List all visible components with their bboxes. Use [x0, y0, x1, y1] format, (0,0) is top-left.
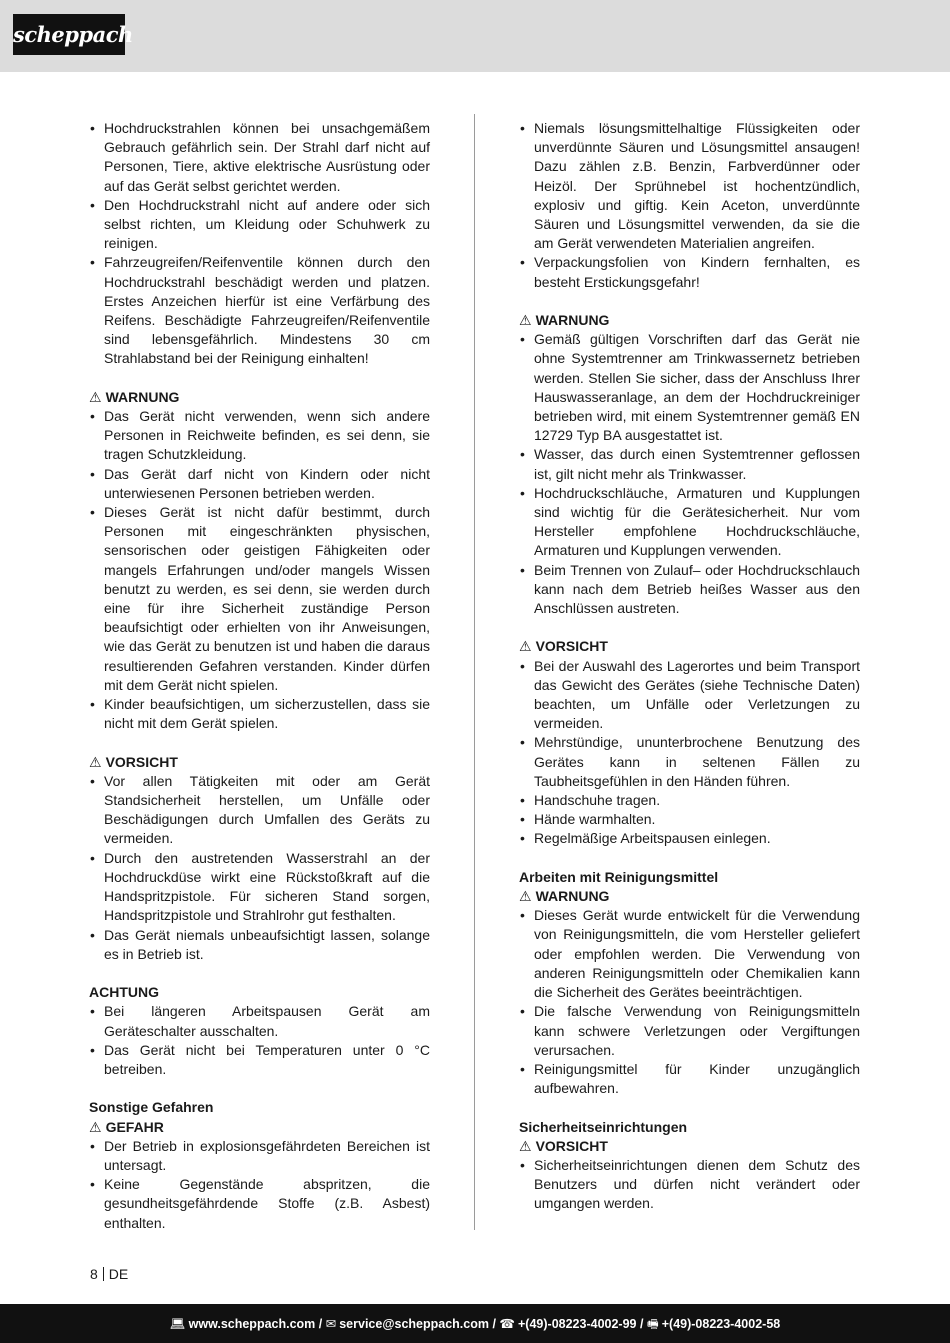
warning-triangle-icon: ⚠	[89, 753, 102, 770]
fax-icon: 🖷︎	[646, 1317, 659, 1331]
warning-list	[89, 407, 430, 733]
list-item: • Verpackungsfolien von Kindern fernhalten, es besteht Erstickungsgefahr!	[519, 253, 860, 291]
page-number	[90, 1265, 128, 1284]
attention-list	[89, 1002, 430, 1079]
list-item: • Dieses Gerät wurde entwickelt für die Verwendung von Reinigungsmitteln, die vom Hersteller geliefert oder empfohlen werden. Die Verwendung von anderen Reinigungsmitteln oder Chemikalien kann die Sicherheit des Gerätes beeinträchtigen.	[519, 906, 860, 1002]
scheppach-logo: scheppach	[13, 14, 125, 55]
page-language: DE	[108, 1266, 129, 1282]
list-item: • Die falsche Verwendung von Reinigungsmitteln kann schwere Verletzungen oder Vergiftungen verursachen.	[519, 1002, 860, 1060]
left-column	[89, 119, 430, 1233]
list-item: • Niemals lösungsmittelhaltige Flüssigkeiten oder unverdünnte Säuren und Lösungsmittel ansaugen! Dazu zählen z.B. Benzin, Farbverdünner oder Heizöl. Der Sprühnebel ist hochentzündlich, explosiv und giftig. Kein Aceton, unverdünnte Säuren und Lösungsmittel verwenden, da sie die am Gerät verwendeten Materialien angreifen.	[519, 119, 860, 253]
danger-heading: ⚠ GEFAHR	[89, 1118, 164, 1135]
caution-heading: ⚠ VORSICHT	[519, 638, 608, 655]
warning-triangle-icon: ⚠	[89, 388, 102, 405]
attention-heading: ACHTUNG	[89, 984, 159, 1001]
warning-heading: ⚠ WARNUNG	[519, 312, 610, 329]
header-bar	[0, 0, 950, 72]
list-item: • Fahrzeugreifen/Reifenventile können durch den Hochdruckstrahl beschädigt werden und platzen. Erstes Anzeichen hierfür ist eine Verfärbung des Reifens. Beschädigte Fahrzeugreifen/Reifenventile sind lebensgefährlich. Mindestens 30 cm Strahlabstand bei der Reinigung einhalten!	[89, 253, 430, 368]
page-number-value: 8	[90, 1266, 98, 1282]
footer-email-link[interactable]: service@scheppach.com /	[339, 1317, 496, 1331]
footer-phone: +(49)-08223-4002-99 /	[518, 1317, 644, 1331]
footer-web-link[interactable]: www.scheppach.com /	[188, 1317, 323, 1331]
phone-icon: ☎	[499, 1317, 515, 1331]
list-item: • Reinigungsmittel für Kinder unzugänglich aufbewahren.	[519, 1060, 860, 1098]
footer-contact	[0, 1315, 950, 1336]
list-item: • Handschuhe tragen.	[519, 791, 860, 810]
caution-heading: ⚠ VORSICHT	[89, 753, 178, 770]
warning-triangle-icon: ⚠	[519, 638, 532, 655]
warning-heading: ⚠ WARNUNG	[89, 388, 180, 405]
list-item: • Regelmäßige Arbeitspausen einlegen.	[519, 829, 860, 848]
list-item: • Bei längeren Arbeitspausen Gerät am Geräteschalter ausschalten.	[89, 1002, 430, 1040]
list-item: • Das Gerät nicht verwenden, wenn sich andere Personen in Reichweite befinden, es sei denn, sie tragen Schutzkleidung.	[89, 407, 430, 465]
right-column	[519, 119, 860, 1214]
list-item: • Dieses Gerät ist nicht dafür bestimmt, durch Personen mit eingeschränkten physischen, sensorischen oder geistigen Fähigkeiten oder mangels Erfahrungen und/oder mangels Wissen benutzt zu werden, es sei denn, sie werden durch eine für ihre Sicherheit zuständige Person beaufsichtigt oder erhielten von ihr Anweisungen, wie das Gerät zu benutzen ist und haben die daraus resultierenden Gefahren verstanden. Kinder dürfen mit dem Gerät nicht spielen.	[89, 503, 430, 695]
list-item: • Gemäß gültigen Vorschriften darf das Gerät nie ohne Systemtrenner am Trinkwassernetz betrieben werden. Stellen Sie sicher, dass der Anschluss Ihrer Hauswasseranlage, an dem der Hochdruckreiniger betrieben wird, mit einem Systemtrenner gemäß EN 12729 Typ BA ausgestattet ist.	[519, 330, 860, 445]
list-item: • Der Betrieb in explosionsgefährdeten Bereichen ist untersagt.	[89, 1137, 430, 1175]
cleaning-list	[519, 906, 860, 1098]
cleaning-agents-heading: Arbeiten mit Reinigungsmittel	[519, 868, 719, 885]
other-hazards-heading: Sonstige Gefahren	[89, 1099, 214, 1116]
caution-heading: ⚠ VORSICHT	[519, 1137, 608, 1154]
warning-heading: ⚠ WARNUNG	[519, 888, 610, 905]
column-divider	[474, 114, 475, 1230]
list-item: • Hochdruckstrahlen können bei unsachgemäßem Gebrauch gefährlich sein. Der Strahl darf nicht auf Personen, Tiere, aktive elektrische Ausrüstung oder auf das Gerät selbst gerichtet werden.	[89, 119, 430, 196]
footer-fax: +(49)-08223-4002-58	[661, 1317, 781, 1331]
safety-list	[519, 1156, 860, 1214]
list-item: • Sicherheitseinrichtungen dienen dem Schutz des Benutzers und dürfen nicht verändert oder umgangen werden.	[519, 1156, 860, 1214]
list-item: • Bei der Auswahl des Lagerortes und beim Transport das Gewicht des Gerätes (siehe Technische Daten) beachten, um Unfälle oder Verletzungen zu vermeiden.	[519, 657, 860, 734]
safety-devices-heading: Sicherheitseinrichtungen	[519, 1118, 688, 1135]
warning-triangle-icon: ⚠	[519, 1137, 532, 1154]
list-item: • Wasser, das durch einen Systemtrenner geflossen ist, gilt nicht mehr als Trinkwasser.	[519, 445, 860, 483]
intro-list-left	[89, 119, 430, 369]
intro-list-right	[519, 119, 860, 292]
list-item: • Beim Trennen von Zulauf– oder Hochdruckschlauch kann nach dem Betrieb heißes Wasser aus den Anschlüssen austreten.	[519, 561, 860, 619]
page-separator	[103, 1267, 104, 1281]
caution-list	[89, 772, 430, 964]
danger-list	[89, 1137, 430, 1233]
list-item: • Kinder beaufsichtigen, um sicherzustellen, dass sie nicht mit dem Gerät spielen.	[89, 695, 430, 733]
computer-icon: 💻︎	[169, 1317, 186, 1331]
list-item: • Mehrstündige, ununterbrochene Benutzung des Gerätes kann in seltenen Fällen zu Taubheitsgefühlen in den Händen führen.	[519, 733, 860, 791]
list-item: • Das Gerät niemals unbeaufsichtigt lassen, solange es in Betrieb ist.	[89, 926, 430, 964]
warning-list	[519, 330, 860, 618]
list-item: • Das Gerät nicht bei Temperaturen unter 0 °C betreiben.	[89, 1041, 430, 1079]
list-item: • Vor allen Tätigkeiten mit oder am Gerät Standsicherheit herstellen, um Unfälle oder Beschädigungen durch Umfallen des Geräts zu vermeiden.	[89, 772, 430, 849]
list-item: • Durch den austretenden Wasserstrahl an der Hochdruckdüse wirkt eine Rückstoßkraft auf die Handspritzpistole. Für sicheren Stand sorgen, Handspritzpistole und Strahlrohr gut festhalten.	[89, 849, 430, 926]
list-item: • Den Hochdruckstrahl nicht auf andere oder sich selbst richten, um Kleidung oder Schuhwerk zu reinigen.	[89, 196, 430, 254]
caution-list	[519, 657, 860, 849]
list-item: • Hochdruckschläuche, Armaturen und Kupplungen sind wichtig für die Gerätesicherheit. Nur vom Hersteller empfohlene Hochdruckschläuche, Armaturen und Kupplungen verwenden.	[519, 484, 860, 561]
list-item: • Hände warmhalten.	[519, 810, 860, 829]
warning-triangle-icon: ⚠	[519, 888, 532, 905]
warning-triangle-icon: ⚠	[89, 1118, 102, 1135]
mail-icon: ✉	[325, 1317, 337, 1331]
warning-triangle-icon: ⚠	[519, 312, 532, 329]
list-item: • Keine Gegenstände abspritzen, die gesundheitsgefährdende Stoffe (z.B. Asbest) enthalten.	[89, 1175, 430, 1233]
list-item: • Das Gerät darf nicht von Kindern oder nicht unterwiesenen Personen betrieben werden.	[89, 465, 430, 503]
footer-bar	[0, 1304, 950, 1343]
